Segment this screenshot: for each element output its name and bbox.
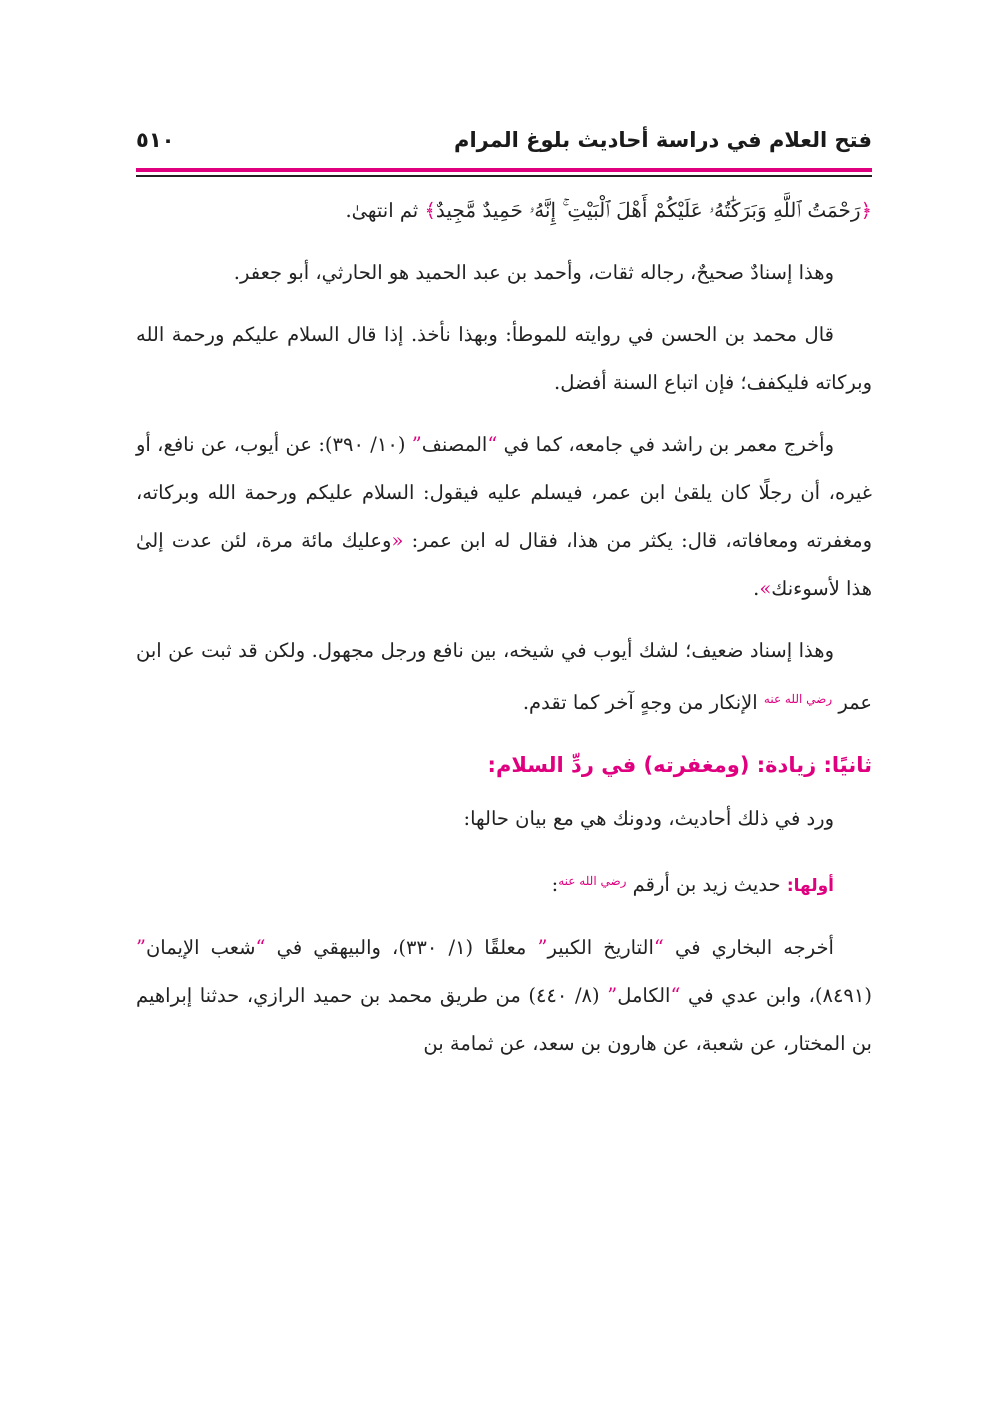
quote-mark: ” [411, 433, 422, 456]
quote-mark: “ [670, 984, 681, 1007]
subheading-label: أولها: [786, 876, 834, 896]
text-span: أخرجه البخاري في [663, 936, 834, 959]
paragraph-isnad-sahih: وهذا إسنادٌ صحيحٌ، رجاله ثقات، وأحمد بن عبد الحميد هو الحارثي، أبو جعفر. [233, 261, 834, 284]
paragraph-takhrij [136, 924, 872, 1068]
page-number: ٥١٠ [136, 128, 175, 152]
quote-mark: ” [537, 936, 548, 959]
text-span: (٨٤٩١)، وابن عدي في [680, 984, 872, 1007]
subheading-zaid [136, 857, 872, 910]
text-span: الإنكار من وجهٍ آخر كما تقدم. [522, 691, 764, 714]
book-title: فتح العلام في دراسة أحاديث بلوغ المرام [454, 128, 872, 152]
quran-paragraph [136, 186, 872, 235]
page-header [136, 128, 872, 164]
quote-mark: “ [653, 936, 664, 959]
quote-mark: ” [607, 984, 618, 1007]
honorific-icon: رضي الله عنه [558, 874, 627, 888]
header-rule-accent [136, 168, 872, 172]
paragraph-daif [136, 627, 872, 727]
text-span: (١٠/ ٣٩٠): عن أيوب، عن نافع، أو غيره، أن رجلًا كان يلقىٰ ابن عمر، فيسلم عليه فيقول: السلام عليكم ورحمة الله وبركاته، ومغفرته ومعافاته، قال: يكثر من هذا، فقال له ابن عمر: [136, 433, 873, 552]
quote-mark: “ [255, 936, 266, 959]
reference-title: المصنف [421, 433, 488, 456]
honorific-icon: رضي الله عنه [763, 692, 833, 706]
paragraph-mamar: وأخرج معمر بن راشد في جامعه، كما في “المصنف” (١٠/ ٣٩٠): عن أيوب، عن نافع، أو غيره، أن رجلًا كان يلقىٰ ابن عمر، فيسلم عليه فيقول: السلام عليكم ورحمة الله وبركاته، ومغفرته ومعافاته، قال: يكثر من هذا، فقال له ابن عمر: «وعليك مائة مرة، لئن عدت إلىٰ هذا لأسوءنك». [136, 433, 873, 600]
text-span: وهذا إسناد ضعيف؛ لشك أيوب في شيخه، بين نافع ورجل مجهول. ولكن قد ثبت عن ابن عمر [136, 639, 872, 714]
quote-mark: “ [487, 433, 498, 456]
text-span: معلقًا (١/ ٣٣٠)، والبيهقي في [265, 936, 538, 959]
quran-after-text: ثم انتهىٰ. [345, 199, 425, 222]
reference-title: الكامل [617, 984, 671, 1007]
header-rule-dark [136, 175, 872, 177]
subheading-end: : [551, 873, 559, 896]
page-body [136, 186, 872, 1082]
subheading-text: حديث زيد بن أرقم [626, 873, 787, 896]
quran-open-bracket: ﴿ [860, 199, 872, 222]
quran-verse: رَحْمَتُ ٱللَّهِ وَبَرَكَٰتُهُۥ عَلَيْكُمْ أَهْلَ ٱلْبَيْتِ ۚ إِنَّهُۥ حَمِيدٌ مَّجِيدٌ [435, 198, 861, 222]
text-span: وأخرج معمر بن راشد في جامعه، كما في [497, 433, 834, 456]
reference-title: شعب الإيمان [145, 936, 256, 959]
guillemet-open: « [391, 529, 404, 552]
section-heading: ثانيًا: زيادة: (ومغفرته) في ردِّ السلام: [487, 753, 872, 777]
quoted-text: وعليك مائة مرة، لئن عدت إلىٰ هذا لأسوءنك [136, 529, 872, 600]
reference-title: التاريخ الكبير [547, 936, 654, 959]
text-span: (٨/ ٤٤٠) من طريق محمد بن حميد الرازي، حدثنا إبراهيم بن المختار، عن شعبة، عن هارون بن سعد، عن ثمامة بن [136, 984, 872, 1055]
paragraph-intro: ورد في ذلك أحاديث، ودونك هي مع بيان حالها: [463, 807, 834, 830]
quote-mark: ” [136, 936, 146, 959]
paragraph-muwatta: قال محمد بن الحسن في روايته للموطأ: وبهذا نأخذ. إذا قال السلام عليكم ورحمة الله وبركاته فليكفف؛ فإن اتباع السنة أفضل. [136, 323, 872, 394]
quran-close-bracket: ﴾ [424, 199, 436, 222]
guillemet-close: » [759, 577, 772, 600]
